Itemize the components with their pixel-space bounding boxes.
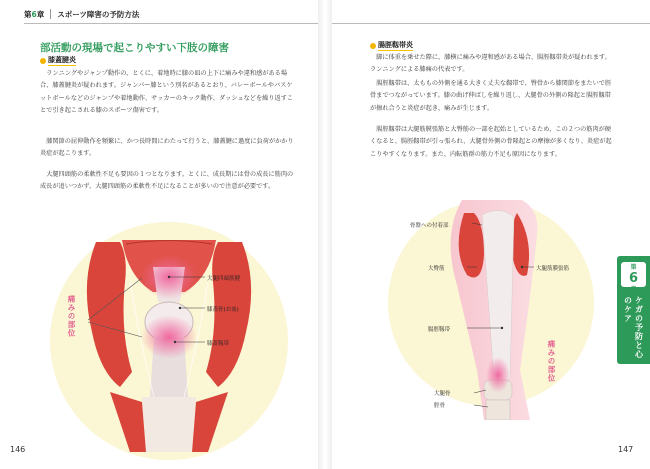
page-number: 147 [618, 445, 634, 454]
label-patellar-tendon: 膝蓋靱帯 [207, 341, 230, 347]
chapter-tab-number: 第 6 章 [621, 262, 646, 287]
subheading-patellar [40, 55, 76, 66]
chapter-tab-title: ケガの予防と心のケア [623, 296, 644, 359]
paragraph-1: ランニングやジャンプ動作の、とくに、着地時に膝の皿の上下に痛みや違和感がある場合、膝蓋腱炎が疑われます。ジャンパー膝という別名があるとおり、バレーボールやバスケットボールなどのジャンプや着地動作、サッカーのキック動作、ダッシュなどを繰り返すことで引き起こされる膝のスポーツ傷害です。 [40, 70, 294, 115]
label-quad-tendon: 大腿四頭筋腱 [207, 276, 241, 282]
subheading-itband [370, 40, 413, 51]
chapter-prefix: 第 [24, 9, 32, 19]
subheading-text: 腸脛靱帯炎 [378, 41, 413, 49]
header-rule [24, 23, 318, 24]
paragraph-1: 脚に体重を乗せた際に、膝横に痛みや違和感がある場合、腸脛靱帯炎が疑われます。ランニングによる膝痛の代表です。 [370, 54, 611, 74]
page-number: 146 [10, 445, 26, 454]
pain-label: 痛みの部位 [547, 340, 556, 383]
bullet-dot-icon [370, 43, 376, 49]
label-tibia: 脛骨 [434, 403, 446, 409]
paragraph-2: 腸脛靱帯は、太ももの外側を通る大きく丈夫な靱帯で、臀骨から膝関節をまたいで脛骨までつながっています。膝の曲げ伸ばしを繰り返し、大腿骨の外側の隆起と腸脛靱帯が擦れ合うと炎症が起き、痛みが生じます。 [370, 80, 612, 112]
header-divider [50, 9, 51, 19]
chapter-suffix: 章 [36, 9, 45, 19]
chapter-number: 6 [31, 9, 37, 19]
header-rule-right [332, 23, 650, 24]
knee-front-illustration [50, 222, 288, 452]
section-heading: 部活動の現場で起こりやすい下肢の障害 [40, 42, 229, 54]
pain-label: 痛みの部位 [67, 295, 76, 338]
label-pelvis-attachment: 骨盤への付着部 [410, 223, 449, 229]
paragraph-3: 腸脛靱帯は大腿筋膜張筋と大臀筋の一部を起始としているため、この２つの筋肉が硬くなると、腸脛靱帯が引っ張られ、大腿骨外側の骨隆起との摩擦が多くなり、炎症が起こりやすくなります。また、内転筋群の筋力不足も原因になります。 [370, 126, 612, 158]
chapter-tab [617, 256, 650, 364]
label-itband: 腸脛靱帯 [428, 327, 451, 333]
bullet-dot-icon [40, 58, 46, 64]
subheading-text: 膝蓋腱炎 [48, 56, 76, 64]
label-tfl: 大腿筋膜張筋 [536, 266, 570, 272]
chapter-header [24, 6, 139, 22]
paragraph-2: 膝関節の屈伸動作を頻繁に、かつ長時間にわたって行うと、膝蓋腱に過度に負荷がかかり炎症が起こります。 [40, 138, 294, 158]
label-femur: 大腿骨 [434, 391, 451, 397]
left-page [0, 0, 318, 469]
book-gutter [318, 0, 332, 469]
label-patella: 膝蓋骨(お皿) [207, 307, 239, 313]
label-gluteus: 大臀筋 [428, 266, 445, 272]
right-page [332, 0, 650, 469]
paragraph-3: 大腿四頭筋の柔軟性不足も要因の１つとなります。とくに、成長期には骨の成長に筋肉の成長が追いつかず、大腿四頭筋の柔軟性不足になることが多いので注意が必要です。 [40, 171, 294, 191]
chapter-title: スポーツ障害の予防方法 [57, 9, 140, 19]
